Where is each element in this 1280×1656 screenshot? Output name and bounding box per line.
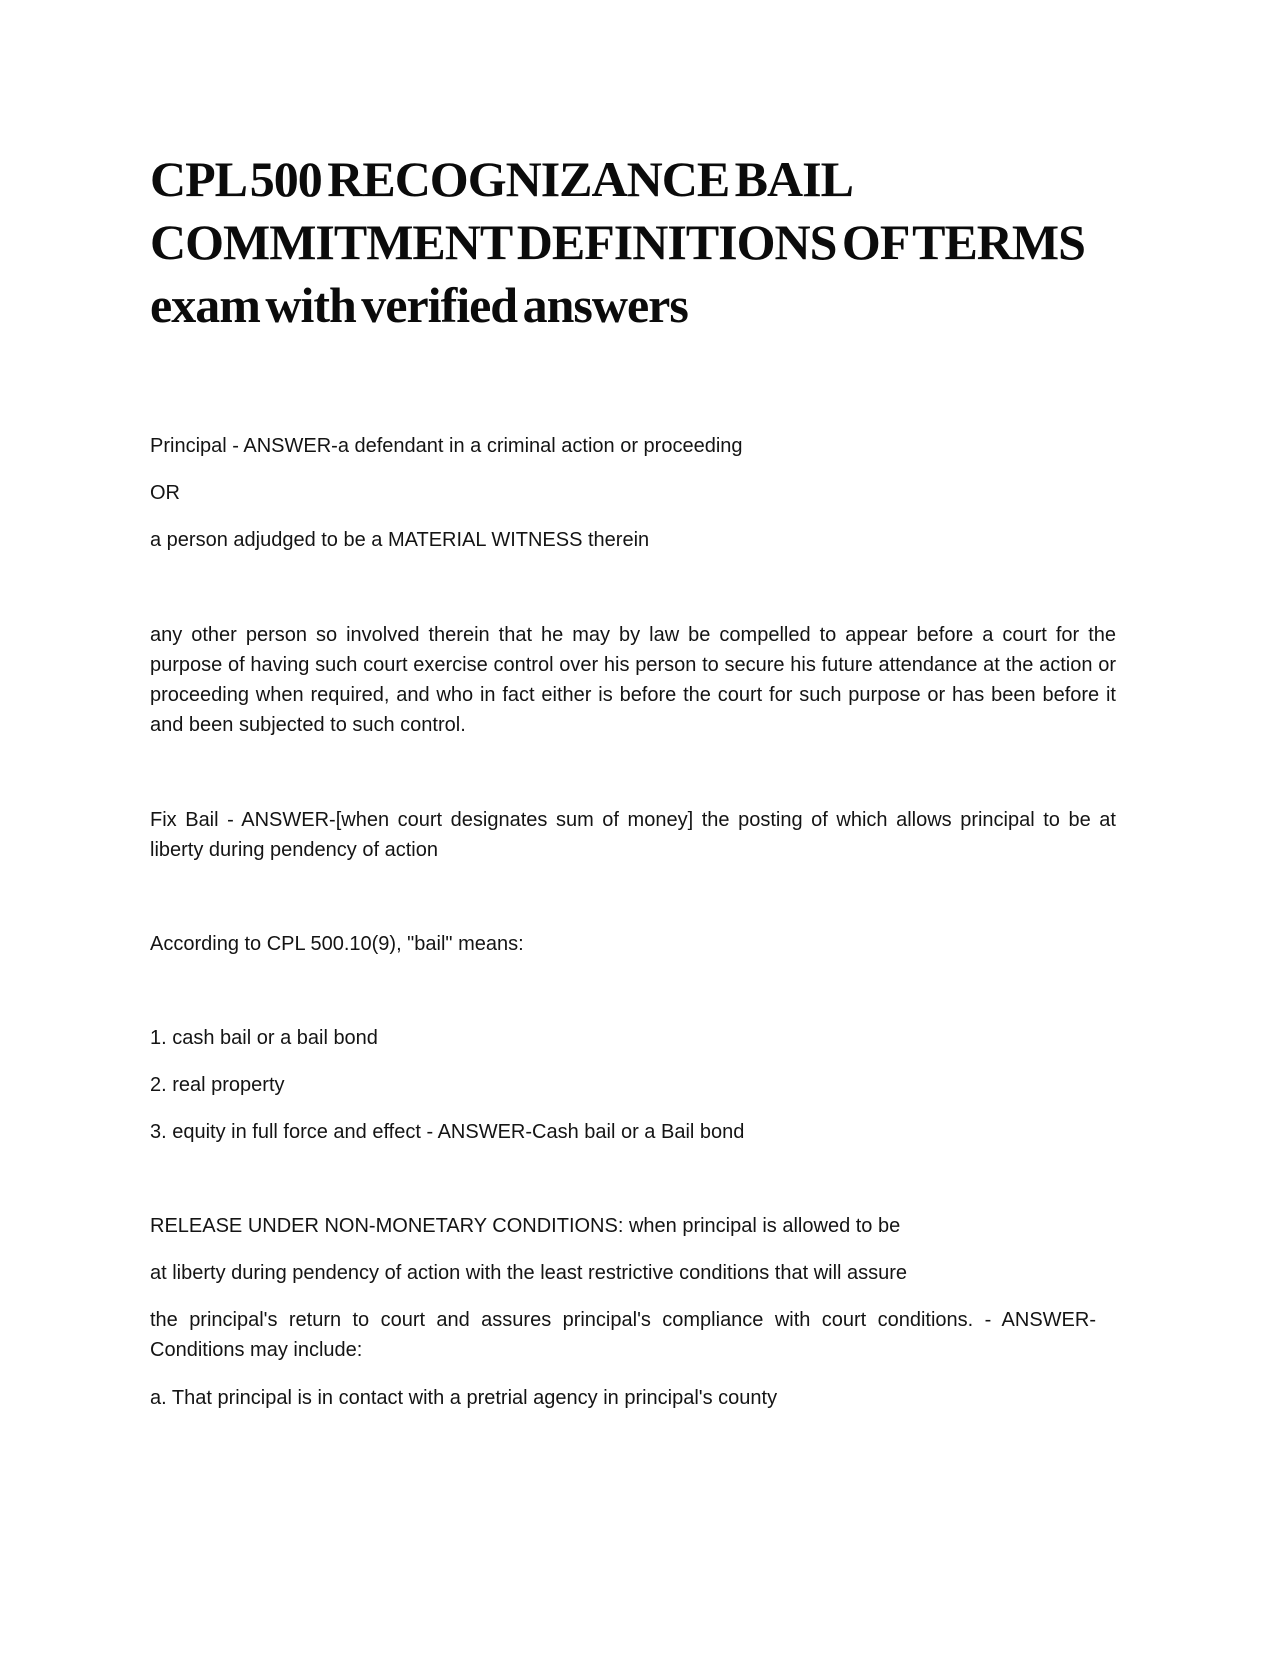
release-line-2: at liberty during pendency of action with the least restrictive conditions that will assure (150, 1262, 908, 1284)
title-line-1: CPL 500 RECOGNIZANCE BAIL (150, 151, 853, 207)
bail-item-2: 2. real property (150, 1074, 285, 1096)
principal-other-person-paragraph: any other person so involved therein that he may by law be compelled to appear before a court for the purpose of having such court exercise control over his person to secure his future attendance at the action or proceeding when required, and who in fact either is before the court for such purpose or has been before it and been subjected to such control. (150, 624, 1116, 736)
title-line-2: COMMITMENT DEFINITIONS OF TERMS (150, 214, 1085, 270)
title-line-3: exam with verified answers (150, 277, 688, 333)
principal-or: OR (150, 482, 180, 504)
release-condition-a: a. That principal is in contact with a pretrial agency in principal's county (150, 1387, 778, 1409)
bail-item-3: 3. equity in full force and effect - ANSWER-Cash bail or a Bail bond (150, 1121, 745, 1143)
fix-bail-definition: Fix Bail - ANSWER-[when court designates sum of money] the posting of which allows principal to be at liberty during pendency of action (150, 809, 1116, 861)
bail-definition-intro: According to CPL 500.10(9), "bail" means: (150, 933, 524, 955)
release-paragraph: the principal's return to court and assures principal's compliance with court conditions. - ANSWER-Conditions may include: (150, 1309, 1096, 1361)
bail-item-1: 1. cash bail or a bail bond (150, 1027, 378, 1049)
document-title (150, 148, 1140, 337)
principal-material-witness: a person adjudged to be a MATERIAL WITNESS therein (150, 529, 650, 551)
principal-definition: Principal - ANSWER-a defendant in a criminal action or proceeding (150, 435, 743, 457)
release-line-1: RELEASE UNDER NON-MONETARY CONDITIONS: when principal is allowed to be (150, 1215, 901, 1237)
